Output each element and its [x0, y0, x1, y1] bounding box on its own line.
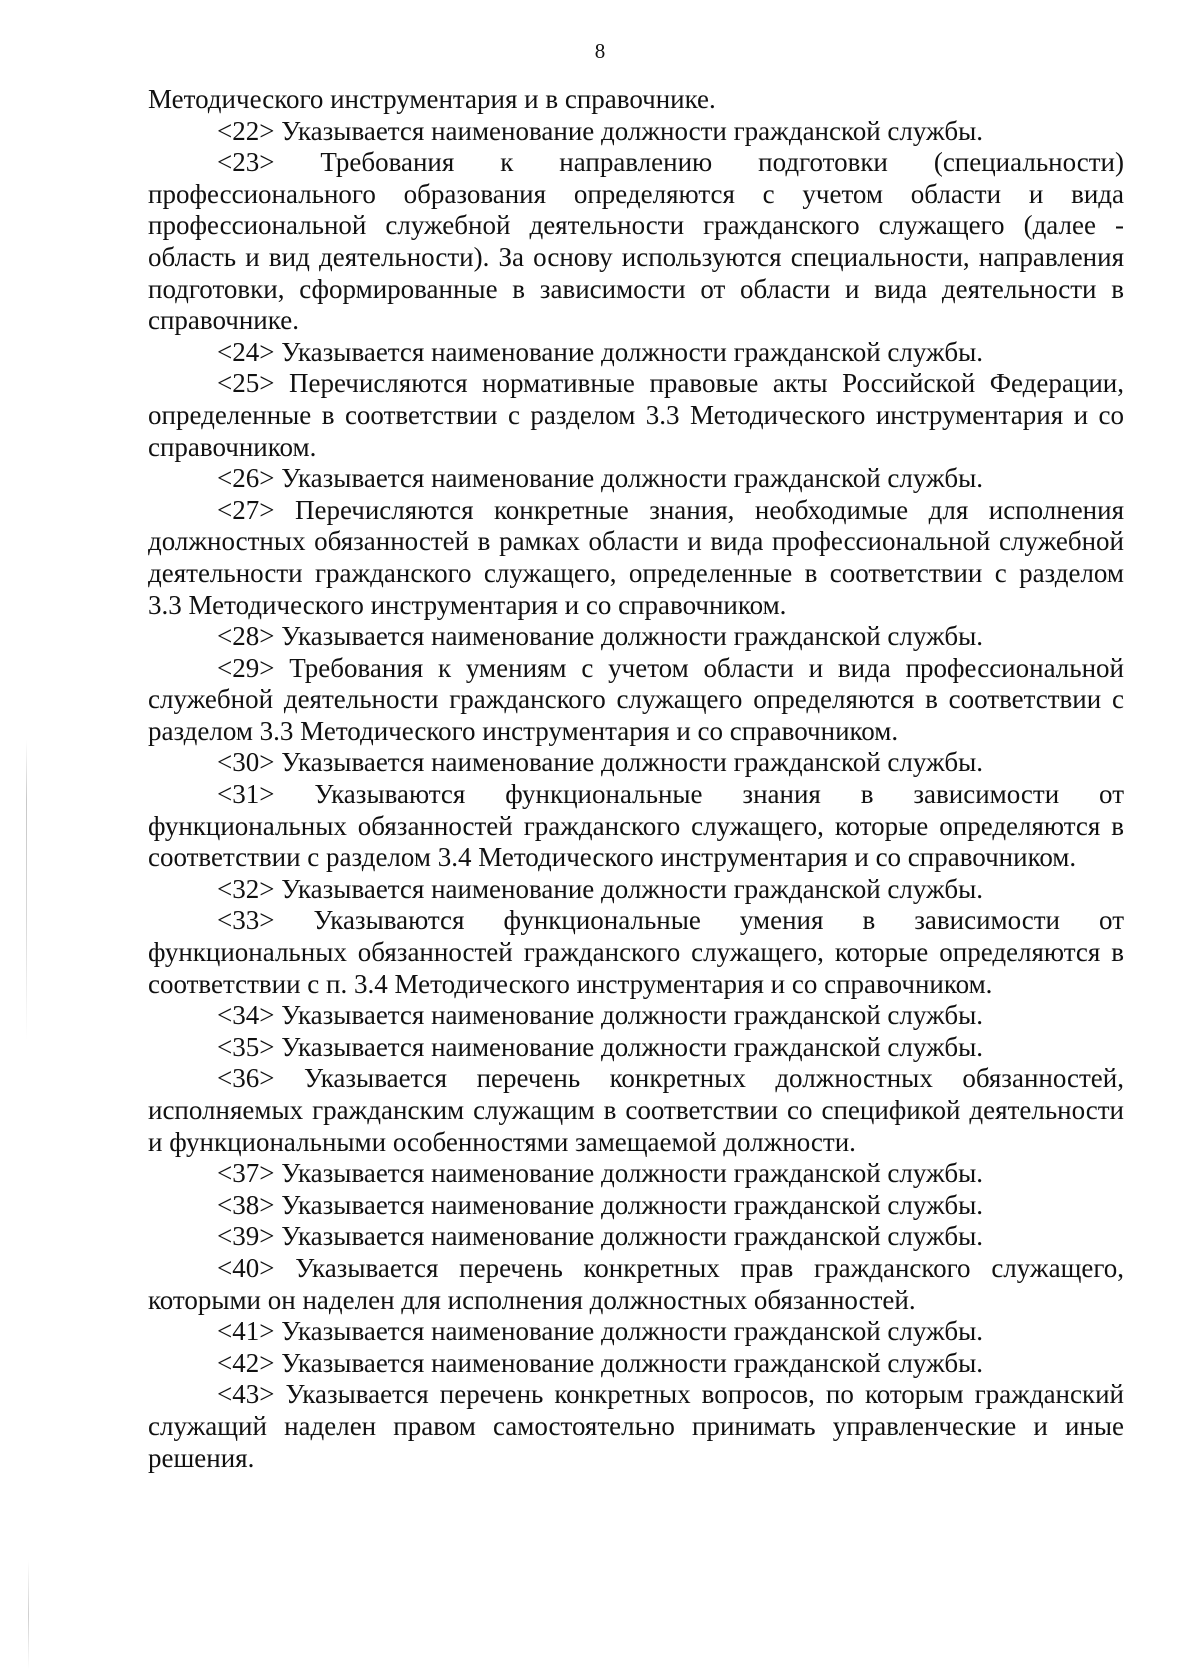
- footnote-34: <34> Указывается наименование должности гражданской службы.: [217, 1000, 983, 1031]
- page-number: 8: [594, 39, 606, 63]
- footnote-42: <42> Указывается наименование должности гражданской службы.: [217, 1347, 983, 1378]
- footnote-26: <26> Указывается наименование должности гражданской службы.: [217, 463, 983, 494]
- footnote-41: <41> Указывается наименование должности гражданской службы.: [217, 1316, 983, 1347]
- scan-edge-mark: [26, 740, 27, 1040]
- footnote-30: <30> Указывается наименование должности гражданской службы.: [217, 747, 983, 778]
- footnote-33: <33> Указываются функциональные умения в зависимости от функциональных обязанностей гражданского служащего, которые определяются в соответствии с п. 3.4 Методического инструментария и со справочником.: [148, 905, 1124, 999]
- footnote-22: <22> Указывается наименование должности гражданской службы.: [217, 115, 983, 146]
- footnote-36: <36> Указывается перечень конкретных должностных обязанностей, исполняемых гражданским служащим в соответствии со спецификой деятельности и функциональными особенностями замещаемой должности.: [148, 1063, 1124, 1157]
- document-body: [148, 84, 1124, 1474]
- footnote-37: <37> Указывается наименование должности гражданской службы.: [217, 1158, 983, 1189]
- paragraph-continuation: Методического инструментария и в справочнике.: [148, 84, 716, 114]
- footnote-31: <31> Указываются функциональные знания в зависимости от функциональных обязанностей гражданского служащего, которые определяются в соответствии с разделом 3.4 Методического инструментария и со справочником.: [148, 779, 1124, 873]
- footnote-24: <24> Указывается наименование должности гражданской службы.: [217, 336, 983, 367]
- footnote-40: <40> Указывается перечень конкретных прав гражданского служащего, которыми он наделен для исполнения должностных обязанностей.: [148, 1252, 1124, 1315]
- footnote-35: <35> Указывается наименование должности гражданской службы.: [217, 1031, 983, 1062]
- footnote-25: <25> Перечисляются нормативные правовые акты Российской Федерации, определенные в соответствии с разделом 3.3 Методического инструментария и со справочником.: [148, 368, 1124, 462]
- scan-edge-mark: [28, 1560, 29, 1670]
- footnote-27: <27> Перечисляются конкретные знания, необходимые для исполнения должностных обязанностей в рамках области и вида профессиональной служебной деятельности гражданского служащего, определенные в соответствии с разделом 3.3 Методического инструментария и со справочником.: [148, 494, 1124, 620]
- footnote-32: <32> Указывается наименование должности гражданской службы.: [217, 873, 983, 904]
- footnote-43: <43> Указывается перечень конкретных вопросов, по которым гражданский служащий наделен правом самостоятельно принимать управленческие и иные решения.: [148, 1379, 1124, 1473]
- footnote-23: <23> Требования к направлению подготовки (специальности) профессионального образования определяются с учетом области и вида профессиональной служебной деятельности гражданского служащего (далее - область и вид деятельности). За основу используются специальности, направления подготовки, сформированные в зависимости от области и вида деятельности в справочнике.: [148, 147, 1124, 336]
- footnote-28: <28> Указывается наименование должности гражданской службы.: [217, 621, 983, 652]
- footnote-39: <39> Указывается наименование должности гражданской службы.: [217, 1221, 983, 1252]
- footnote-38: <38> Указывается наименование должности гражданской службы.: [217, 1189, 983, 1220]
- footnote-29: <29> Требования к умениям с учетом области и вида профессиональной служебной деятельности гражданского служащего определяются в соответствии с разделом 3.3 Методического инструментария и со справочником.: [148, 652, 1124, 746]
